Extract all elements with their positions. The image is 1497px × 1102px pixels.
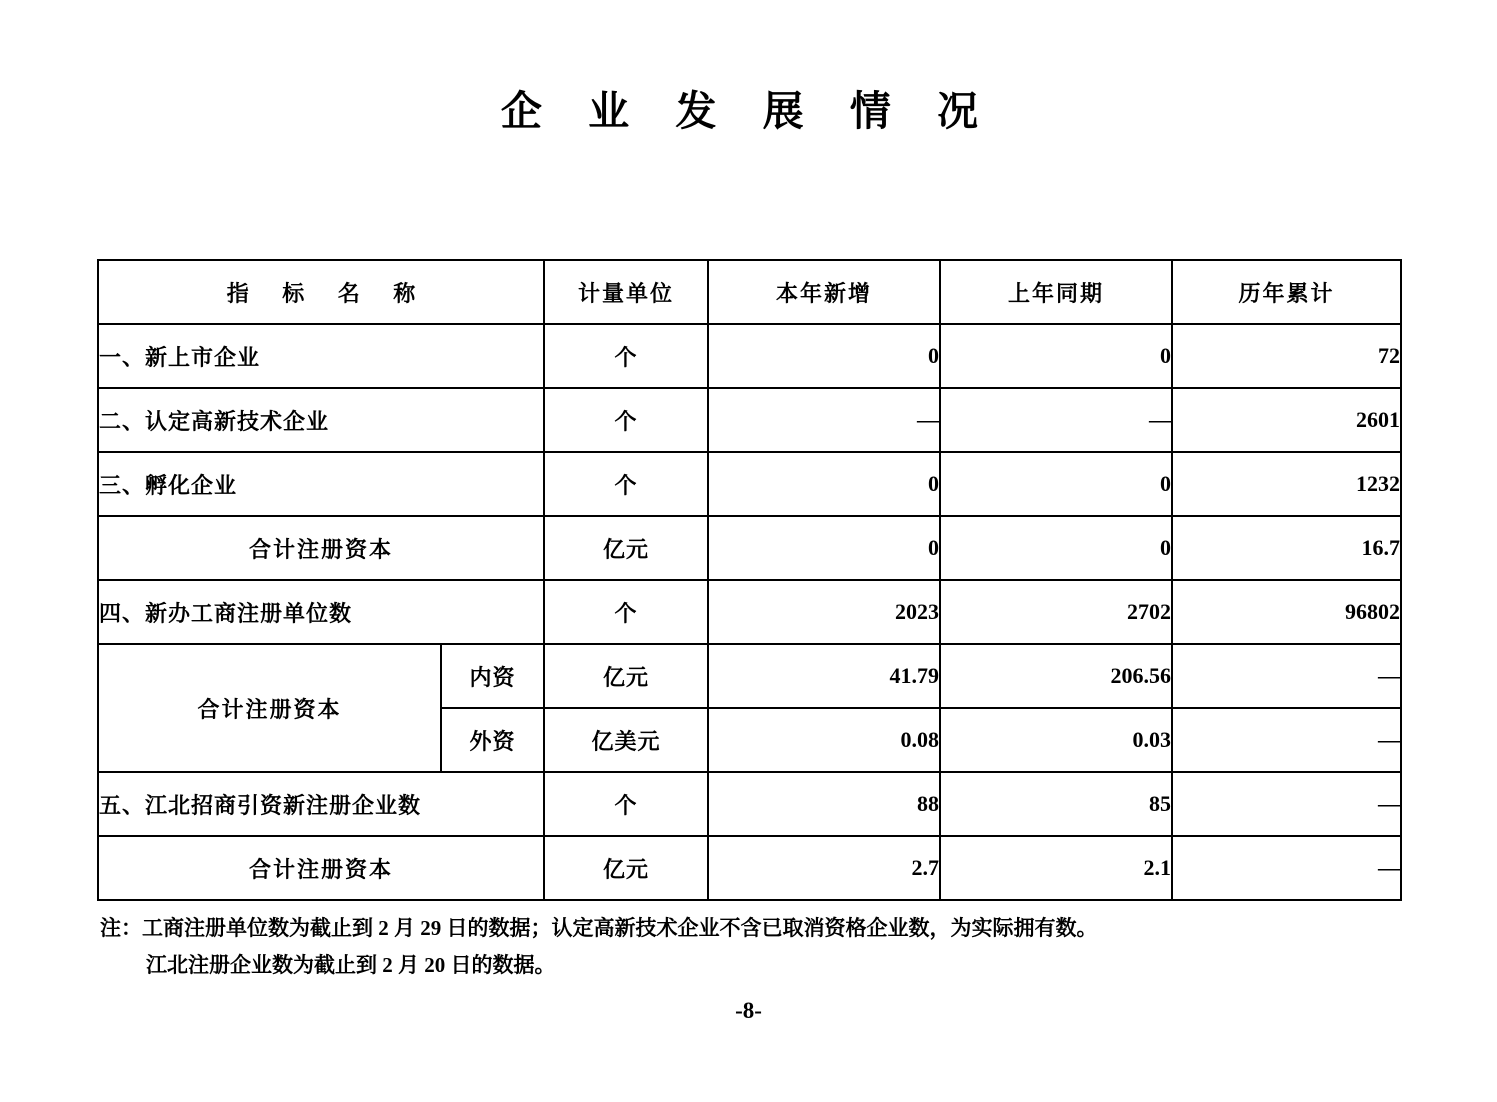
table-row — [98, 772, 1401, 836]
row-new-this-year: 0 — [708, 452, 940, 516]
row-unit: 亿美元 — [544, 708, 708, 772]
table-row — [98, 324, 1401, 388]
row-name: 二、认定高新技术企业 — [98, 388, 544, 452]
row-name: 四、新办工商注册单位数 — [98, 580, 544, 644]
table-row — [98, 452, 1401, 516]
header-indicator: 指 标 名 称 — [98, 260, 544, 324]
header-unit: 计量单位 — [544, 260, 708, 324]
row-name-grouped: 合计注册资本 — [98, 644, 441, 772]
enterprise-development-table — [97, 259, 1402, 901]
row-new-this-year: 88 — [708, 772, 940, 836]
row-unit: 个 — [544, 388, 708, 452]
header-new-this-year: 本年新增 — [708, 260, 940, 324]
row-same-period-last-year: 0.03 — [940, 708, 1172, 772]
row-cumulative: — — [1172, 836, 1401, 900]
row-new-this-year: 0.08 — [708, 708, 940, 772]
row-cumulative: — — [1172, 708, 1401, 772]
row-same-period-last-year: 206.56 — [940, 644, 1172, 708]
row-cumulative: 72 — [1172, 324, 1401, 388]
row-unit: 个 — [544, 772, 708, 836]
row-cumulative: 16.7 — [1172, 516, 1401, 580]
row-same-period-last-year: 0 — [940, 516, 1172, 580]
table-row — [98, 644, 1401, 708]
row-name: 合计注册资本 — [98, 516, 544, 580]
row-cumulative: 96802 — [1172, 580, 1401, 644]
note-line-1: 注：工商注册单位数为截止到 2 月 29 日的数据；认定高新技术企业不含已取消资格企业数，为实际拥有数。 — [100, 916, 1098, 940]
row-same-period-last-year: — — [940, 388, 1172, 452]
row-new-this-year: — — [708, 388, 940, 452]
row-name: 合计注册资本 — [98, 836, 544, 900]
note-line-2: 江北注册企业数为截止到 2 月 20 日的数据。 — [146, 952, 556, 977]
row-unit: 亿元 — [544, 516, 708, 580]
row-unit: 亿元 — [544, 644, 708, 708]
row-new-this-year: 2.7 — [708, 836, 940, 900]
row-same-period-last-year: 2702 — [940, 580, 1172, 644]
row-cumulative: — — [1172, 644, 1401, 708]
header-same-period-last-year: 上年同期 — [940, 260, 1172, 324]
row-unit: 个 — [544, 580, 708, 644]
table-row — [98, 580, 1401, 644]
row-same-period-last-year: 85 — [940, 772, 1172, 836]
table-row — [98, 836, 1401, 900]
row-new-this-year: 41.79 — [708, 644, 940, 708]
row-unit: 亿元 — [544, 836, 708, 900]
table-row — [98, 388, 1401, 452]
row-name: 一、新上市企业 — [98, 324, 544, 388]
table-row — [98, 516, 1401, 580]
row-new-this-year: 0 — [708, 516, 940, 580]
header-cumulative: 历年累计 — [1172, 260, 1401, 324]
row-new-this-year: 2023 — [708, 580, 940, 644]
table-notes — [100, 910, 1420, 984]
table-header-row — [98, 260, 1401, 324]
row-subcategory: 外资 — [441, 708, 544, 772]
row-cumulative: — — [1172, 772, 1401, 836]
row-subcategory: 内资 — [441, 644, 544, 708]
row-name: 五、江北招商引资新注册企业数 — [98, 772, 544, 836]
row-same-period-last-year: 2.1 — [940, 836, 1172, 900]
page-title: 企 业 发 展 情 况 — [500, 88, 997, 134]
document-page — [0, 78, 1497, 1102]
row-name: 三、孵化企业 — [98, 452, 544, 516]
row-new-this-year: 0 — [708, 324, 940, 388]
page-number: -8- — [735, 998, 762, 1023]
row-same-period-last-year: 0 — [940, 324, 1172, 388]
row-unit: 个 — [544, 452, 708, 516]
row-same-period-last-year: 0 — [940, 452, 1172, 516]
row-unit: 个 — [544, 324, 708, 388]
row-cumulative: 2601 — [1172, 388, 1401, 452]
row-cumulative: 1232 — [1172, 452, 1401, 516]
